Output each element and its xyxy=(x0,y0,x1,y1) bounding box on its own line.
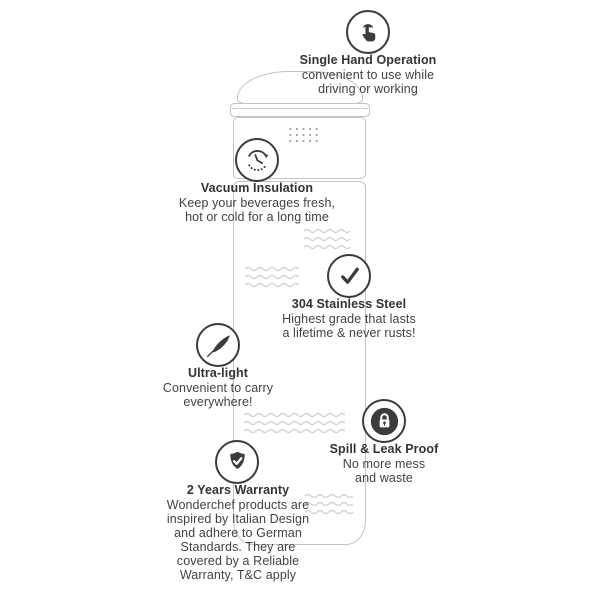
bottle-vent-dots xyxy=(287,126,320,143)
tap-hand-icon xyxy=(346,10,390,54)
feature-line: and waste xyxy=(355,471,413,485)
lock-icon xyxy=(362,399,406,443)
bottle-lid-collar xyxy=(230,103,370,117)
feature-line: Convenient to carry xyxy=(162,381,274,395)
feature-title: Ultra-light xyxy=(187,366,249,380)
shield-check-icon xyxy=(215,440,259,484)
feature-line: covered by a Reliable xyxy=(176,554,300,568)
feature-ultra-light xyxy=(123,366,313,409)
feature-line: driving or working xyxy=(318,82,418,96)
feature-spill-proof xyxy=(289,442,479,485)
feather-icon xyxy=(196,323,240,367)
feature-title: 2 Years Warranty xyxy=(186,483,290,497)
feature-line: everywhere! xyxy=(183,395,253,409)
feature-stainless-steel xyxy=(254,297,444,340)
feature-title: 304 Stainless Steel xyxy=(291,297,407,311)
feature-line: hot or cold for a long time xyxy=(185,210,329,224)
feature-line: inspired by Italian Design xyxy=(166,512,310,526)
feature-single-hand xyxy=(273,53,463,96)
feature-title: Single Hand Operation xyxy=(299,53,437,67)
clock-icon xyxy=(235,138,279,182)
feature-vacuum-insulation xyxy=(162,181,352,224)
feature-line: and adhere to German xyxy=(174,526,302,540)
checkmark-icon xyxy=(327,254,371,298)
feature-title: Vacuum Insulation xyxy=(200,181,314,195)
steam-waves xyxy=(243,410,346,434)
feature-line: Highest grade that lasts xyxy=(282,312,416,326)
feature-line: a lifetime & never rusts! xyxy=(282,326,416,340)
feature-line: Standards. They are xyxy=(180,540,296,554)
feature-line: Wonderchef products are xyxy=(166,498,310,512)
bottle-lid-collar-line xyxy=(232,108,368,109)
feature-warranty xyxy=(143,483,333,582)
steam-waves xyxy=(244,264,300,288)
feature-line: convenient to use while xyxy=(301,68,435,82)
feature-line: Warranty, T&C apply xyxy=(179,568,297,582)
feature-line: No more mess xyxy=(342,457,426,471)
feature-title: Spill & Leak Proof xyxy=(329,442,439,456)
steam-waves xyxy=(303,226,351,250)
feature-line: Keep your beverages fresh, xyxy=(178,196,336,210)
